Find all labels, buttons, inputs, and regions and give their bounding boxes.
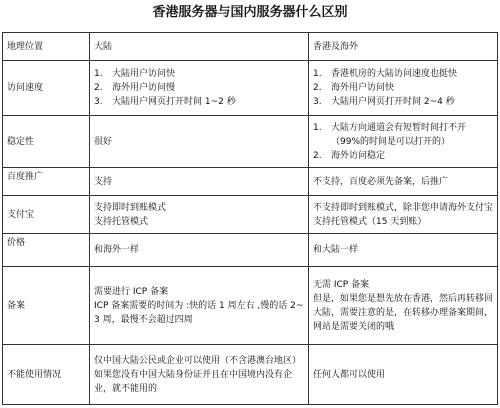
speed-mainland-list xyxy=(94,67,304,109)
alipay-mainland-line-2: 支持托管模式 xyxy=(94,216,149,227)
row-label-price: 价格 xyxy=(3,234,90,267)
price-hk-cell: 和大陆一样 xyxy=(309,234,498,267)
speed-hk-list xyxy=(313,67,493,109)
row-label-cannot: 不能使用情况 xyxy=(3,345,90,405)
icp-mainland-line-2: ICP 备案需要的时间为 :快的话 1 周左右 ,慢的话 2~3 周，最慢不会超过四周 xyxy=(94,300,304,325)
list-item: 3. 大陆用户网页打开时间 1~2 秒 xyxy=(94,97,236,107)
table-row-cannot xyxy=(3,345,498,405)
table-row-speed xyxy=(3,61,498,116)
icp-hk-line-2: 但是，如果您是想先放在香港，然后再转移回大陆，需要注意的是，在转移办理备案期间，网站是需要关闭的哦 xyxy=(313,293,494,332)
row-label-alipay: 支付宝 xyxy=(3,196,90,234)
alipay-mainland-line-1: 支持即时到账模式 xyxy=(94,202,167,213)
list-item: 2. 海外用户访问快 xyxy=(313,83,395,93)
table-row-stability xyxy=(3,116,498,168)
list-item: 1. 大陆用户访问快 xyxy=(94,69,176,79)
cannot-mainland-line-2: 如果您没有中国大陆身份证并且在中国境内没有企业，就不能用的 xyxy=(94,369,293,394)
comparison-table xyxy=(2,32,498,405)
price-mainland-cell: 和海外一样 xyxy=(90,234,309,267)
list-item: 2. 海外访问稳定 xyxy=(313,150,386,161)
alipay-hk-line-1: 不支持即时到账模式，除非您申请海外支付宝 xyxy=(313,202,494,213)
list-item: 2. 海外用户访问慢 xyxy=(94,83,176,93)
alipay-hk-cell xyxy=(309,196,498,234)
document-title: 香港服务器与国内服务器什么区别 xyxy=(152,5,348,20)
speed-mainland-cell xyxy=(90,61,309,116)
row-label-icp: 备案 xyxy=(3,267,90,345)
table-row-header xyxy=(3,33,498,61)
table-row-baidu xyxy=(3,168,498,196)
header-mainland: 大陆 xyxy=(90,33,309,61)
row-label-speed: 访问速度 xyxy=(3,61,90,116)
alipay-hk-line-2: 支持托管模式（15 天到账） xyxy=(313,216,427,227)
row-label-baidu: 百度推广 xyxy=(3,168,90,196)
table-row-price xyxy=(3,234,498,267)
stability-hk-cell xyxy=(309,116,498,168)
speed-hk-cell xyxy=(309,61,498,116)
list-item: 3. 大陆用户网页打开时间 2~4 秒 xyxy=(313,97,455,107)
cannot-hk-cell: 任何人都可以使用 xyxy=(309,345,498,405)
list-item: 1. 香港机房的大陆访问速度也挺快 xyxy=(313,69,458,79)
cannot-mainland-line-1: 仅中国大陆公民或企业可以使用（不含港澳台地区） xyxy=(94,355,302,366)
icp-mainland-line-1: 需要进行 ICP 备案 xyxy=(94,286,169,297)
baidu-mainland-cell: 支持 xyxy=(90,168,309,196)
table-row-alipay xyxy=(3,196,498,234)
header-location: 地理位置 xyxy=(3,33,90,61)
header-hk: 香港及海外 xyxy=(309,33,498,61)
alipay-mainland-cell xyxy=(90,196,309,234)
cannot-mainland-cell xyxy=(90,345,309,405)
baidu-hk-cell: 不支持，百度必须先备案，后推广 xyxy=(309,168,498,196)
icp-hk-cell xyxy=(309,267,498,345)
icp-mainland-cell xyxy=(90,267,309,345)
icp-hk-line-1: 无需 ICP 备案 xyxy=(313,279,370,290)
list-item: 1. 大陆方向通道会有短暂时间打不开 （99%的时间是可以打开的） xyxy=(313,122,467,147)
stability-mainland-cell: 很好 xyxy=(90,116,309,168)
table-row-icp xyxy=(3,267,498,345)
row-label-stability: 稳定性 xyxy=(3,116,90,168)
stability-hk-list xyxy=(313,121,493,163)
